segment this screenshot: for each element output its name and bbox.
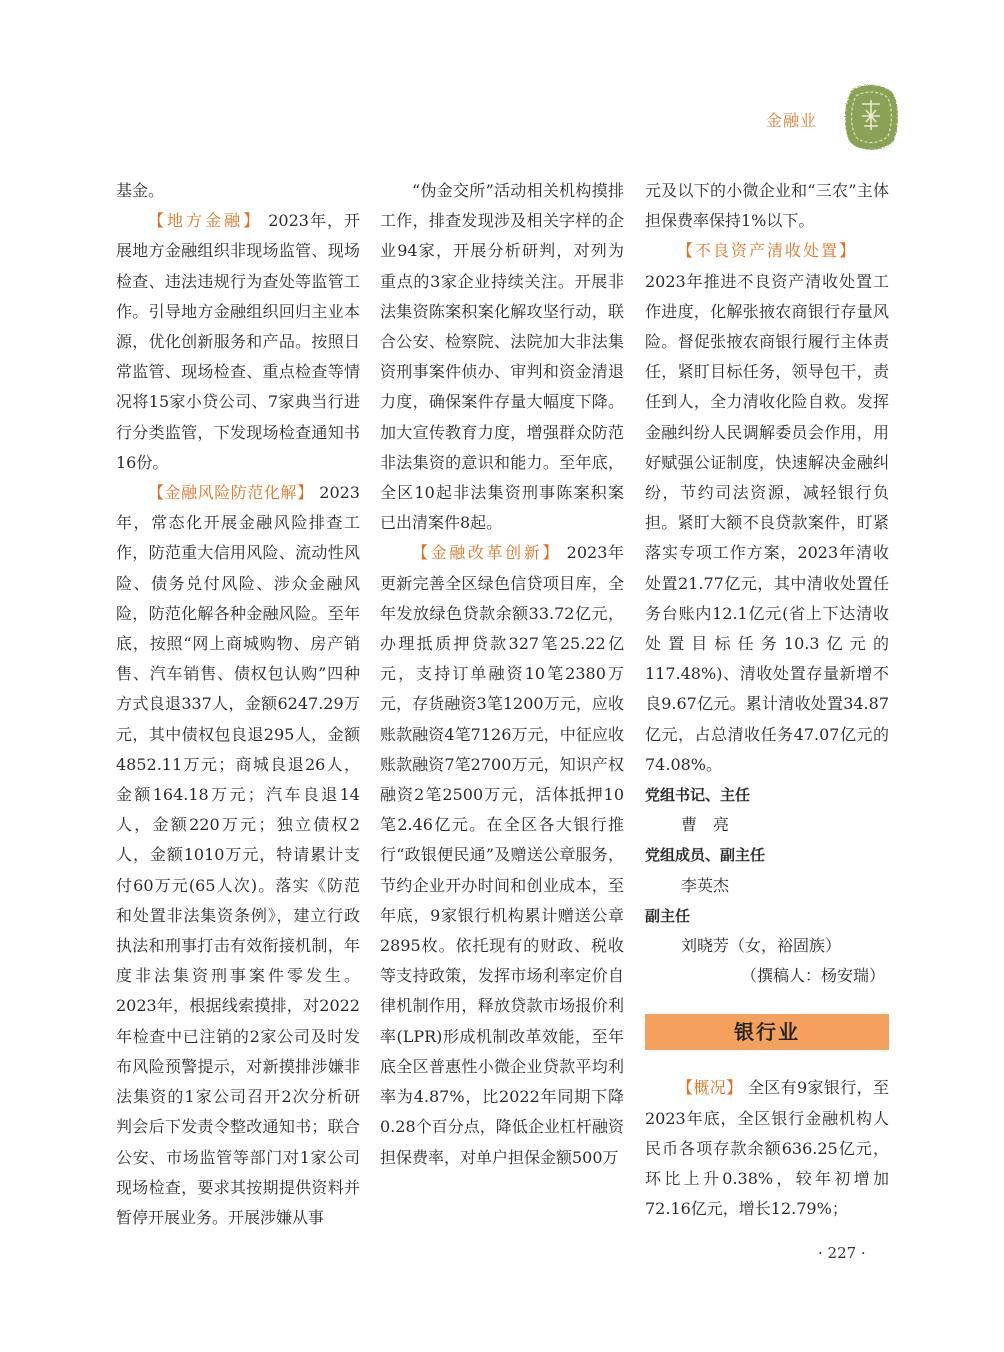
paragraph-text: 2023年，常态化开展金融风险排查工作，防范重大信用风险、流动性风险、债务兑付风险、涉众金融风险，防范化解各种金融风险。至年底，按照“网上商城购物、房产销售、汽车销售、债权包认购”四种方式良退337人，金额6247.29万元，其中债权包良退295人，金额4852.11万元；商城良退26人，金额164.18万元；汽车良退14人，金额220万元；独立债权2人，金额1010万元，特请累计支付60万元(65人次)。落实《防范和处置非法集资条例》，建立行政执法和刑事打击有效衔接机制，年度非法集资刑事案件零发生。2023年，根据线索摸排，对2022年检查中已注销的2家公司及时发布风险预警提示，对新摸排涉嫌非法集资的1家公司召开2次分析研判会后下发责令整改通知书；联合公安、市场监管等部门对1家公司现场检查，要求其按期提供资料并暂停开展业务。开展涉嫌从事 [116,483,360,1227]
paragraph: 基金。 [116,181,165,200]
page-number: · 227 · [818,1244,866,1262]
column-left [116,176,360,1233]
column-right [645,176,889,1225]
keyword-reform-innovation: 【金融改革创新】 [412,543,561,563]
author-credit: （撰稿人：杨安瑞） [740,966,885,986]
section-heading-banking: 银行业 [645,1014,889,1050]
column-middle [380,176,624,1173]
paragraph-overview [645,1073,889,1224]
paragraph: “伪金交所”活动相关机构摸排工作，排查发现涉及相关字样的企业94家，开展分析研判，对列为重点的3家企业持续关注。开展非法集资陈案积案化解攻坚行动，联合公安、检察院、法院加大非法集资刑事案件侦办、审判和资金清退力度，确保案件存量大幅度下降。加大宣传教育力度，增强群众防范非法集资的意识和能力。至年底，全区10起非法集资刑事陈案积案已出清案件8起。 [380,181,624,533]
paragraph-text: 2023年，开展地方金融组织非现场监管、现场检查、违法违规行为查处等监管工作。引导地方金融组织回归主业本源，优化创新服务和产品。按照日常监管、现场检查、重点检查等情况将15家小贷公司、7家典当行进行分类监管，下发现场检查通知书16份。 [116,211,360,472]
keyword-nonperforming-assets: 【不良资产清收处置】 [677,241,858,261]
paragraph-text: 2023年更新完善全区绿色信贷项目库，全年发放绿色贷款余额33.72亿元，办理抵质押贷款327笔25.22亿元，支持订单融资10笔2380万元，存货融资3笔1200万元，应收账款融资4笔7126万元，中征应收账款融资7笔2700万元，知识产权融资2笔2500万元，活体抵押10笔2.46亿元。在全区各大银行推行“政银便民通”及赠送公章服务，节约企业开办时间和创业成本，至年底，9家银行机构累计赠送公章2895枚。依托现有的财政、税收等支持政策，发挥市场利率定价自律机制作用，释放贷款市场报价利率(LPR)形成机制改革效能，至年底全区普惠性小微企业贷款平均利率为4.87%，比2022年同期下降0.28个百分点，降低企业杠杆融资担保费率，对单户担保金额500万 [380,543,624,1167]
paragraph-text: 全区有9家银行，至2023年底，全区银行金融机构人民币各项存款余额636.25亿元，环比上升0.38%，较年初增加72.16亿元，增长12.79%； [645,1078,889,1219]
paragraph-risk-prevention [116,478,360,1233]
seal-stamp-icon [842,82,900,154]
person-name: 曹 亮 [681,815,730,835]
paragraph: 元及以下的小微企业和“三农”主体担保费率保持1%以下。 [645,181,889,231]
person-name: 李英杰 [681,875,730,895]
keyword-local-finance: 【地方金融】 [148,211,263,231]
role-title: 副主任 [645,906,691,925]
paragraph-reform-innovation [380,538,624,1172]
role-title: 党组成员、副主任 [645,846,766,865]
running-head: 金融业 [766,111,818,130]
person-name: 刘晓芳（女，裕固族） [681,936,842,956]
keyword-overview: 【概况】 [677,1078,743,1098]
role-title: 党组书记、主任 [645,786,751,805]
paragraph-text: 2023年推进不良资产清收处置工作进度，化解张掖农商银行存量风险。督促张掖农商银行履行主体责任，紧盯目标任务，领导包干，责任到人，全力清收化险自救。发挥金融纠纷人民调解委员会作用，用好赋强公证制度，快速解决金融纠纷，节约司法资源，减轻银行负担。紧盯大额不良贷款案件，盯紧落实专项工作方案，2023年清收处置21.77亿元，其中清收处置任务台账内12.1亿元(省上下达清收处置目标任务10.3亿元的117.48%)、清收处置存量新增不良9.67亿元。累计清收处置34.87亿元，占总清收任务47.07亿元的74.08%。 [645,271,889,774]
paragraph-nonperforming-assets [645,236,889,266]
paragraph-local-finance [116,206,360,478]
keyword-risk-prevention: 【金融风险防范化解】 [148,483,314,503]
